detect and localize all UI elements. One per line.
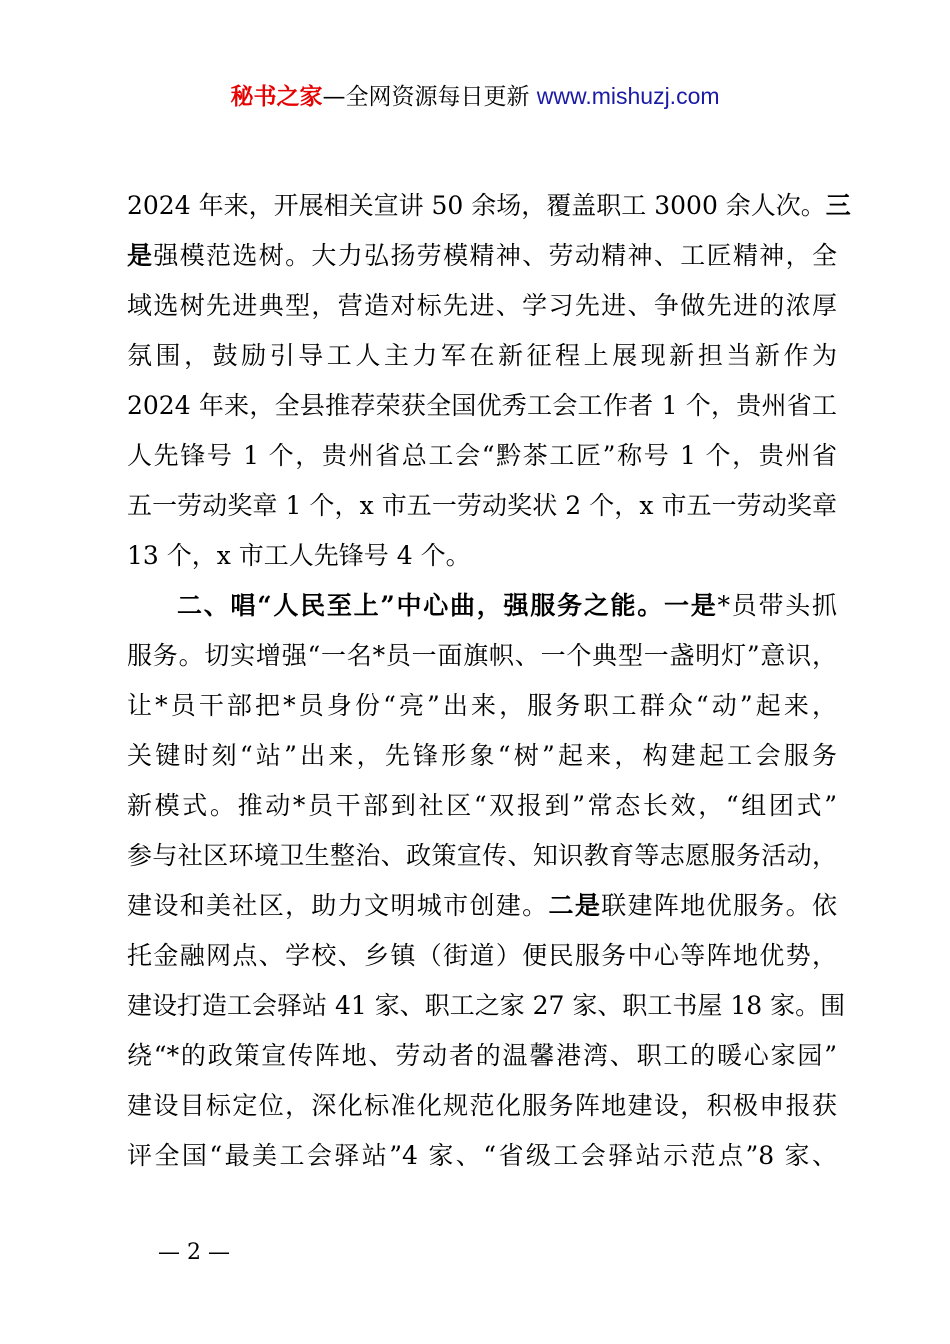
text-line: 关键时刻“站”出来，先锋形象“树”起来，构建起工会服务 xyxy=(127,741,837,770)
text-line: 五一劳动奖章 1 个，x 市五一劳动奖状 2 个，x 市五一劳动奖章 xyxy=(127,491,837,520)
header-slogan: —全网资源每日更新 xyxy=(322,84,537,110)
text-line: 是强模范选树。大力弘扬劳模精神、劳动精神、工匠精神，全 xyxy=(127,241,837,270)
text-line: 参与社区环境卫生整治、政策宣传、知识教育等志愿服务活动， xyxy=(127,841,837,870)
site-url[interactable]: www.mishuzj.com xyxy=(536,83,720,109)
site-header xyxy=(0,78,950,115)
text-line: 绕“*的政策宣传阵地、劳动者的温馨港湾、职工的暖心家园” xyxy=(127,1041,837,1070)
text-line: 服务。切实增强“一名*员一面旗帜、一个典型一盏明灯”意识， xyxy=(127,641,837,670)
text-line: 13 个，x 市工人先锋号 4 个。 xyxy=(127,541,471,570)
text-line: 氛围，鼓励引导工人主力军在新征程上展现新担当新作为 xyxy=(127,341,837,370)
page-number: — 2 — xyxy=(158,1240,230,1265)
text-line: 域选树先进典型，营造对标先进、学习先进、争做先进的浓厚 xyxy=(127,291,837,320)
text-line: 人先锋号 1 个，贵州省总工会“黔茶工匠”称号 1 个，贵州省 xyxy=(127,441,837,470)
section-heading-line: 二、唱“人民至上”中心曲，强服务之能。一是*员带头抓 xyxy=(177,591,837,620)
text-line: 让*员干部把*员身份“亮”出来，服务职工群众“动”起来， xyxy=(127,691,837,720)
brand-name: 秘书之家 xyxy=(230,84,323,110)
text-line: 建设目标定位，深化标准化规范化服务阵地建设，积极申报获 xyxy=(127,1091,837,1120)
text-line: 托金融网点、学校、乡镇（街道）便民服务中心等阵地优势， xyxy=(127,941,837,970)
text-line: 2024 年来，开展相关宣讲 50 余场，覆盖职工 3000 余人次。三 xyxy=(127,191,851,220)
text-line: 2024 年来，全县推荐荣获全国优秀工会工作者 1 个，贵州省工 xyxy=(127,391,837,420)
text-line: 评全国“最美工会驿站”4 家、“省级工会驿站示范点”8 家、 xyxy=(127,1141,837,1170)
document-body xyxy=(127,181,851,1181)
text-line: 建设和美社区，助力文明城市创建。二是联建阵地优服务。依 xyxy=(127,891,837,920)
text-line: 新模式。推动*员干部到社区“双报到”常态长效，“组团式” xyxy=(127,791,837,820)
text-line: 建设打造工会驿站 41 家、职工之家 27 家、职工书屋 18 家。围 xyxy=(127,991,846,1020)
